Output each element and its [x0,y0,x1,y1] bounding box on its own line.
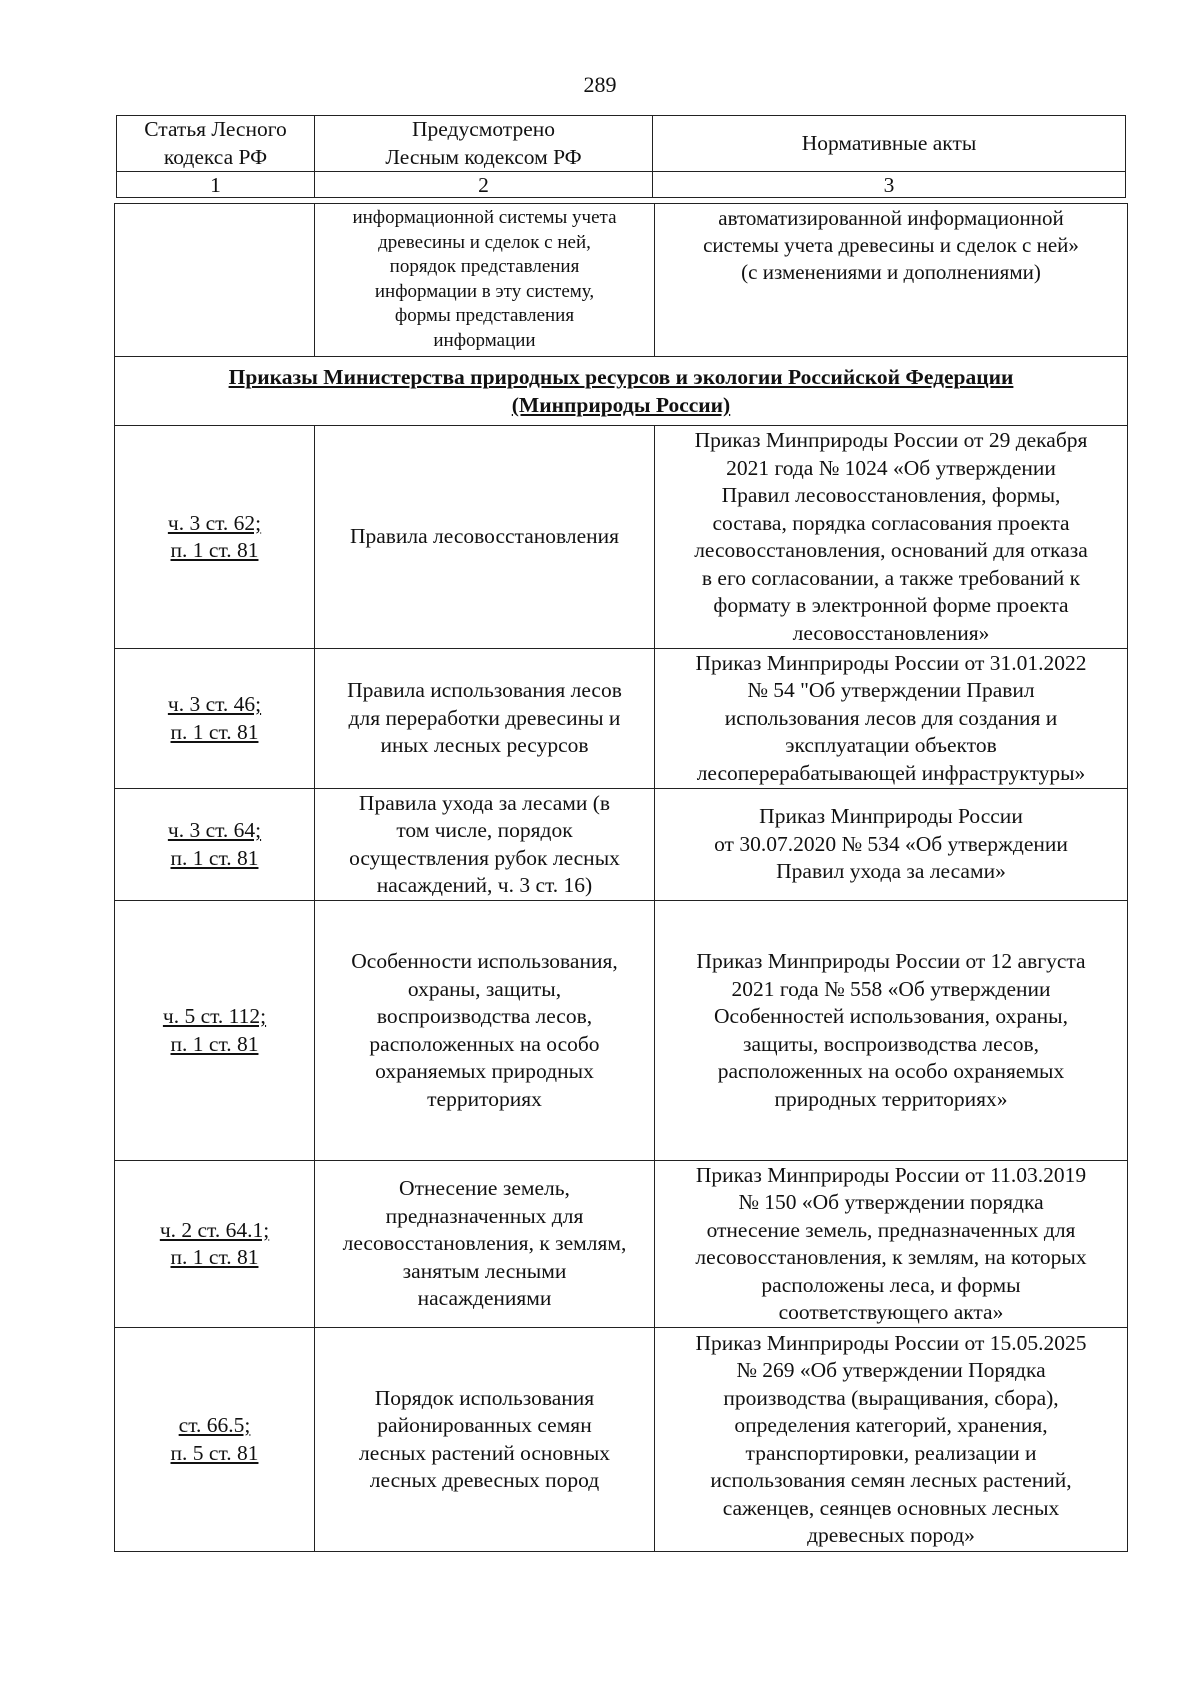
provision-cell: Особенности использования, охраны, защиты, воспроизводства лесов, расположенных на особо охраняемых природных территориях [315,901,655,1161]
table-row [115,426,1128,649]
table-header [116,115,1126,198]
article-reference: п. 1 ст. 81 [170,1031,259,1056]
header-row [117,116,1126,172]
article-reference: п. 5 ст. 81 [170,1440,259,1465]
continuation-provision-cell: информационной системы учета древесины и сделок с ней, порядок представления информации в эту систему, формы представления информации [315,204,655,357]
page-number: 289 [583,72,617,97]
section-title: Приказы Министерства природных ресурсов и экологии Российской Федерации (Минприроды России) [115,357,1128,426]
article-reference: ч. 3 ст. 62; [167,510,262,535]
article-reference: ст. 66.5; [178,1413,251,1437]
act-cell: Приказ Минприроды России от 12 августа 2021 года № 558 «Об утверждении Особенностей использования, охраны, защиты, воспроизводства лесов, расположенных на особо охраняемых природных территориях» [655,901,1128,1161]
column-number-row [117,172,1126,198]
table-row [115,1328,1128,1552]
column-number: 2 [315,172,653,198]
article-reference: ч. 3 ст. 46; [167,692,262,716]
table-row [115,649,1128,789]
section-heading-row [115,357,1128,426]
article-reference: ч. 2 ст. 64.1; [159,1217,270,1242]
acts-table [114,203,1128,1552]
provision-cell: Отнесение земель, предназначенных для лесовосстановления, к землям, занятым лесными насаждениями [315,1161,655,1328]
table-row [115,1161,1128,1328]
article-cell [115,649,315,789]
article-cell [115,426,315,649]
article-reference: ч. 5 ст. 112; [162,1004,267,1028]
article-cell [115,1161,315,1328]
article-cell [115,901,315,1161]
table-row [115,901,1128,1161]
provision-cell: Правила ухода за лесами (в том числе, порядок осуществления рубок лесных насаждений, ч. 3 ст. 16) [315,789,655,901]
article-reference: п. 1 ст. 81 [170,538,259,562]
continuation-article-cell [115,204,315,357]
act-cell: Приказ Минприроды России от 29 декабря 2021 года № 1024 «Об утверждении Правил лесовосстановления, формы, состава, порядка согласования проекта лесовосстановления, оснований для отказа в его согласовании, а также требований к формату в электронной форме проекта лесовосстановления» [655,426,1128,649]
column-number: 1 [117,172,315,198]
article-reference: ч. 3 ст. 64; [167,818,262,842]
article-cell [115,1328,315,1552]
act-cell: Приказ Минприроды России от 11.03.2019 № 150 «Об утверждении порядка отнесение земель, предназначенных для лесовосстановления, к землям, на которых расположены леса, и формы соответствующего акта» [655,1161,1128,1328]
article-reference: п. 1 ст. 81 [170,1245,259,1269]
act-cell: Приказ Минприроды России от 15.05.2025 № 269 «Об утверждении Порядка производства (выращивания, сбора), определения категорий, хранения, транспортировки, реализации и использования семян лесных растений, саженцев, сеянцев основных лесных древесных пород» [655,1328,1128,1552]
provision-cell: Правила использования лесов для переработки древесины и иных лесных ресурсов [315,649,655,789]
header-col-article: Статья Лесного кодекса РФ [117,116,315,172]
table-row [115,789,1128,901]
column-number: 3 [653,172,1126,198]
provision-cell: Правила лесовосстановления [315,426,655,649]
continuation-act-cell: автоматизированной информационной системы учета древесины и сделок с ней» (с изменениями и дополнениями) [655,204,1128,357]
act-cell: Приказ Минприроды России от 30.07.2020 № 534 «Об утверждении Правил ухода за лесами» [655,789,1128,901]
article-reference: п. 1 ст. 81 [170,719,259,744]
act-cell: Приказ Минприроды России от 31.01.2022 № 54 "Об утверждении Правил использования лесов для создания и эксплуатации объектов лесоперерабатывающей инфраструктуры» [655,649,1128,789]
article-reference: п. 1 ст. 81 [170,845,259,870]
continuation-row [115,204,1128,357]
header-col-provision: Предусмотрено Лесным кодексом РФ [315,116,653,172]
article-cell [115,789,315,901]
header-col-acts: Нормативные акты [653,116,1126,172]
provision-cell: Порядок использования районированных семян лесных растений основных лесных древесных пород [315,1328,655,1552]
